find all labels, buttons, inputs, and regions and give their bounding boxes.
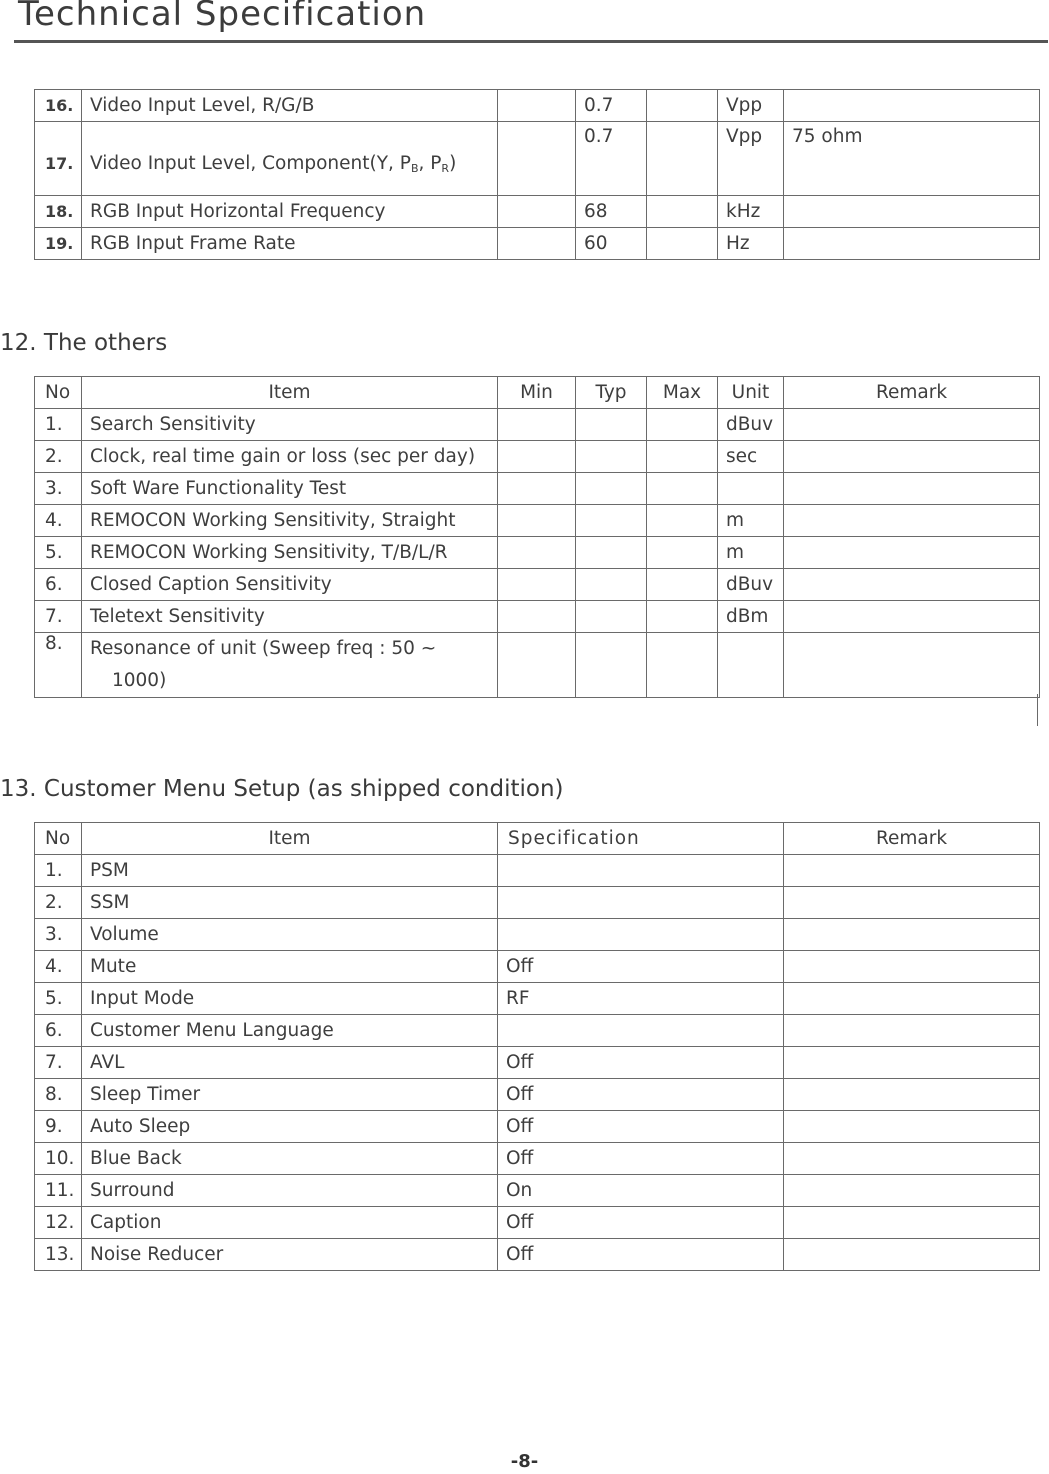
table-row: 7. AVL Off [35,1047,1040,1079]
table-row: 17. Video Input Level, Component(Y, $P_B$, $P_R$) 0.7 Vpp 75 ohm [35,122,1040,196]
table-row: 6. Closed Caption Sensitivity dBuv [35,569,1040,601]
title-rule [14,40,1048,43]
table-row: 3. Volume [35,919,1040,951]
table-row: 2. SSM [35,887,1040,919]
table-row: 9. Auto Sleep Off [35,1111,1040,1143]
table-row: 13. Noise Reducer Off [35,1239,1040,1271]
table-edge-line [1037,694,1038,726]
table-header-row: No Item Specification Remark [35,823,1040,855]
spec-table [34,89,1040,260]
section-title-others: 12. The others [0,330,168,356]
table-row: 16. Video Input Level, R/G/B 0.7 Vpp [35,90,1040,122]
section-title-menu: 13. Customer Menu Setup (as shipped condition) [0,776,564,802]
page-number: -8- [510,1451,539,1472]
menu-table [34,822,1040,1271]
table-row: 5. Input Mode RF [35,983,1040,1015]
table-row: 10. Blue Back Off [35,1143,1040,1175]
table-header-row: No Item Min Typ Max Unit Remark [35,377,1040,409]
others-table [34,376,1040,698]
table-row: 3. Soft Ware Functionality Test [35,473,1040,505]
table-row: 2. Clock, real time gain or loss (sec per day) sec [35,441,1040,473]
table-row: 5. REMOCON Working Sensitivity, T/B/L/R m [35,537,1040,569]
table-row: 4. Mute Off [35,951,1040,983]
table-row: 19. RGB Input Frame Rate 60 Hz [35,228,1040,260]
table-row: 6. Customer Menu Language [35,1015,1040,1047]
table-row: 1. PSM [35,855,1040,887]
table-row: 1. Search Sensitivity dBuv [35,409,1040,441]
table-row: 18. RGB Input Horizontal Frequency 68 kHz [35,196,1040,228]
page-title: Technical Specification [18,0,427,34]
table-row: 8. Sleep Timer Off [35,1079,1040,1111]
table-row: 12. Caption Off [35,1207,1040,1239]
table-row: 7. Teletext Sensitivity dBm [35,601,1040,633]
table-row: 11. Surround On [35,1175,1040,1207]
table-row: 8. Resonance of unit (Sweep freq : 50 ~ 1000) [35,633,1040,698]
table-row: 4. REMOCON Working Sensitivity, Straight m [35,505,1040,537]
